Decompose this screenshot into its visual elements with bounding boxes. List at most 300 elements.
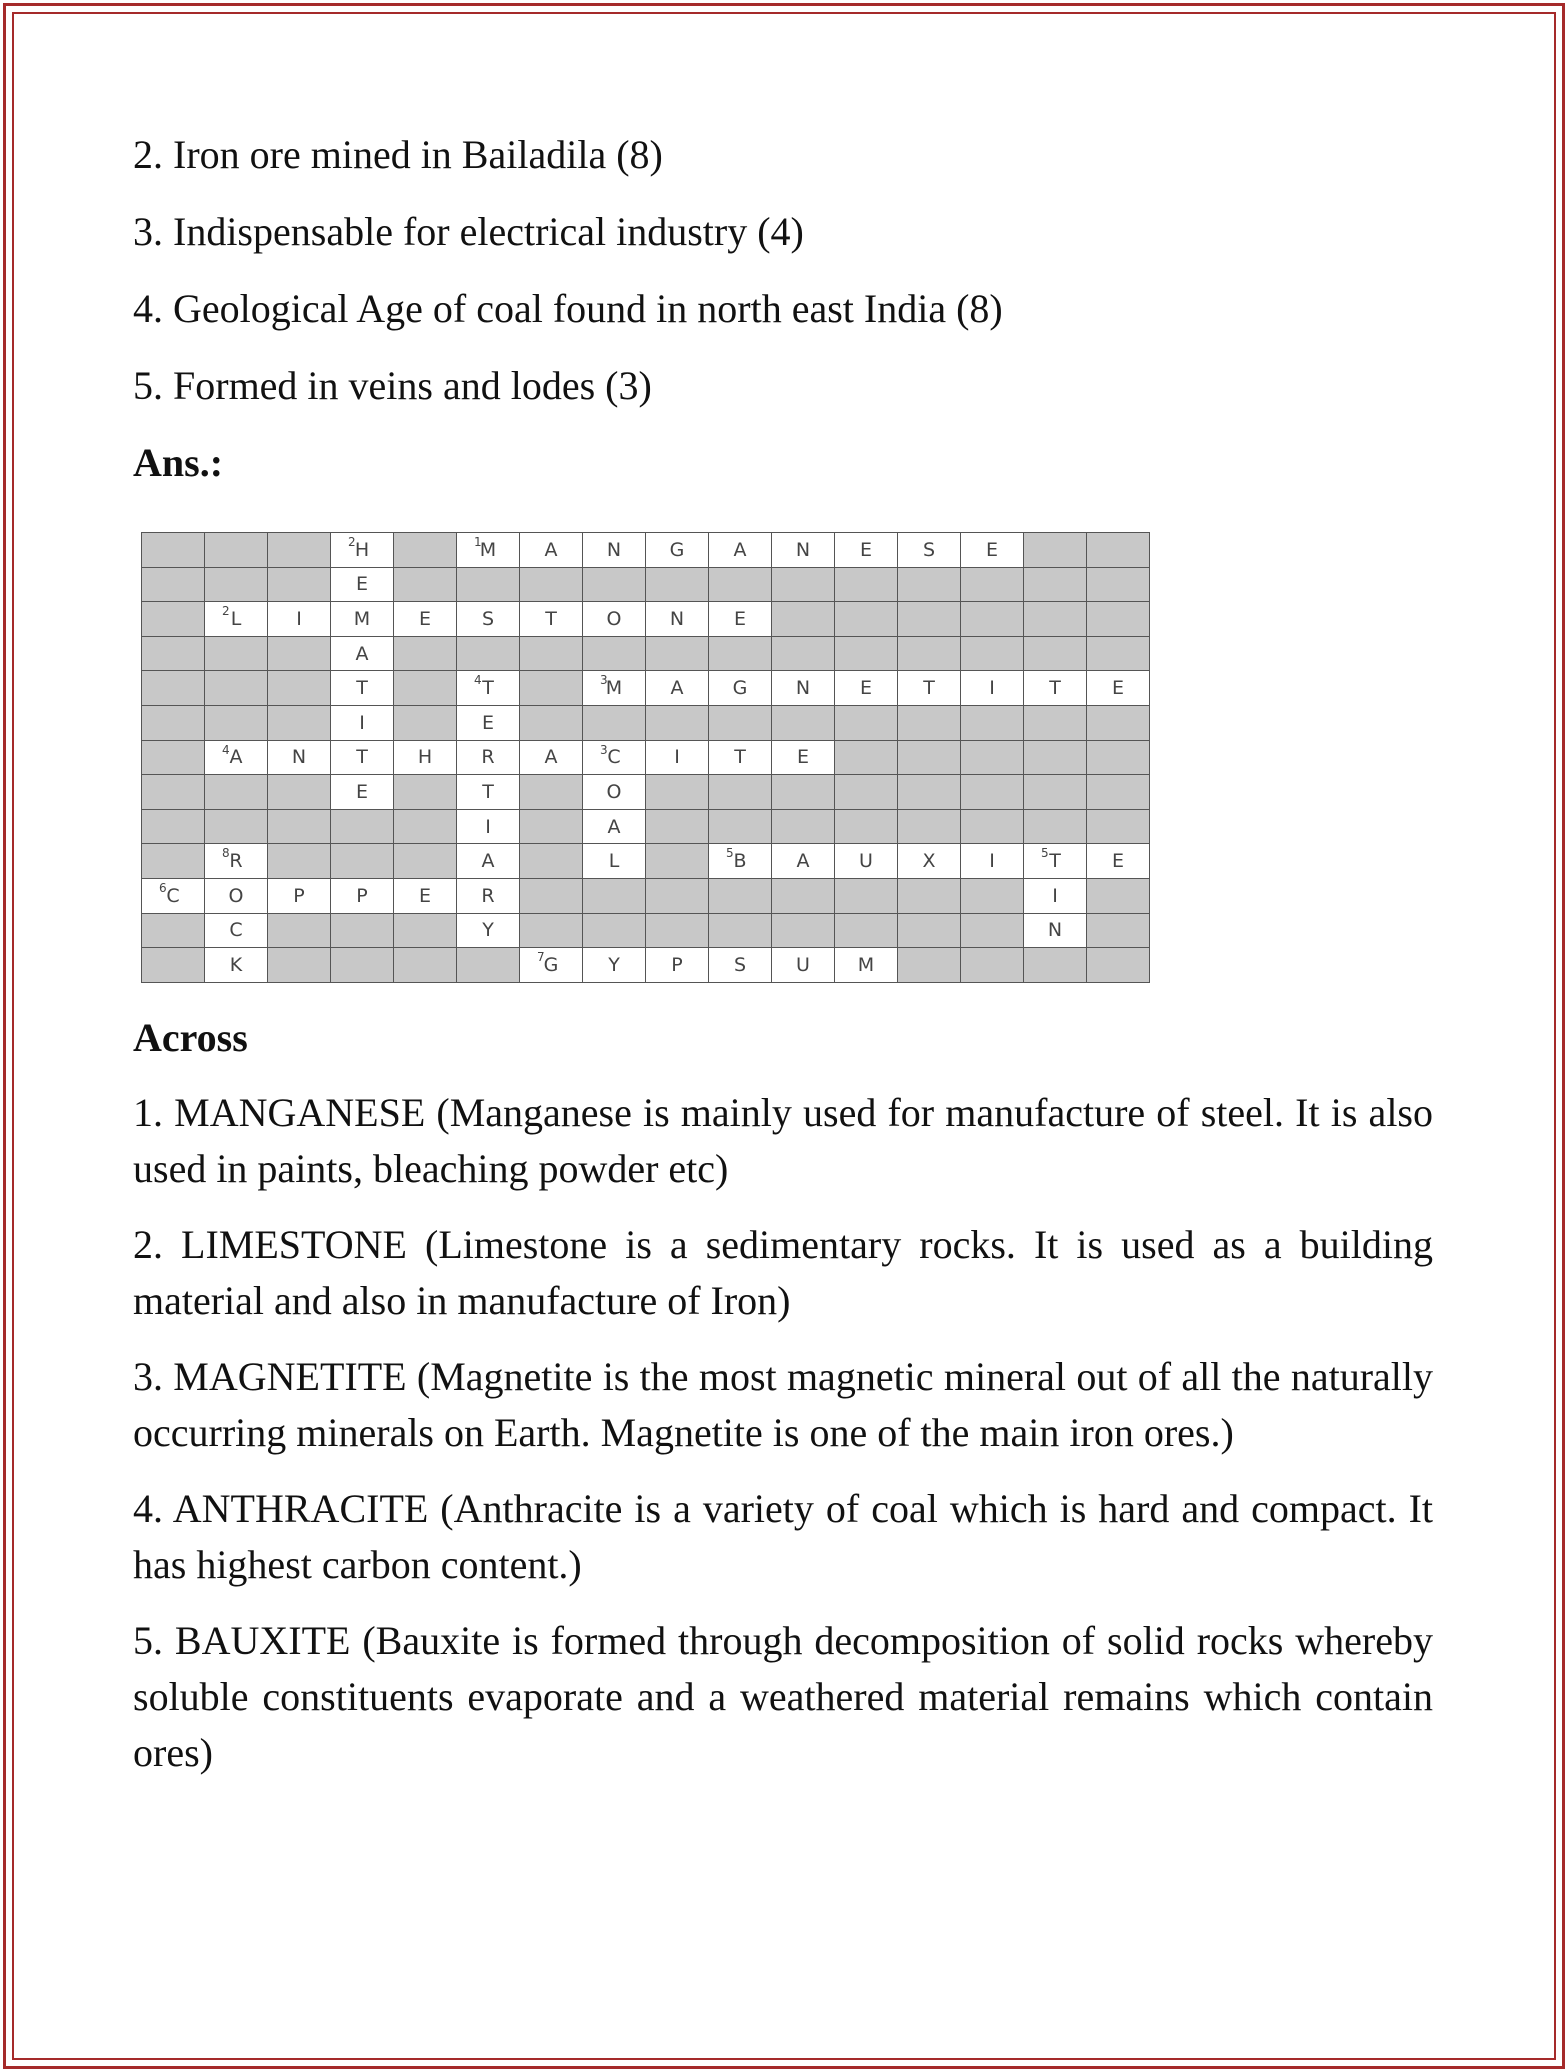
cell-letter: E	[859, 677, 872, 700]
grid-letter-cell	[142, 879, 204, 913]
clue-number: 5	[726, 846, 734, 861]
clue-item: 2. Iron ore mined in Bailadila (8)	[133, 132, 663, 177]
grid-blank-cell	[520, 879, 582, 913]
grid-blank-cell	[394, 706, 456, 740]
grid-letter-cell	[1024, 914, 1086, 948]
cell-letter: I	[989, 850, 995, 873]
grid-blank-cell	[142, 914, 204, 948]
grid-letter-cell	[646, 602, 708, 636]
grid-letter-cell	[583, 810, 645, 844]
grid-letter-cell	[457, 706, 519, 740]
cell-letter: N	[606, 538, 622, 561]
cell-letter: C	[607, 746, 621, 769]
grid-letter-cell	[268, 602, 330, 636]
grid-blank-cell	[520, 844, 582, 878]
grid-blank-cell	[709, 706, 771, 740]
grid-letter-cell	[583, 844, 645, 878]
grid-blank-cell	[268, 671, 330, 705]
cell-letter: R	[481, 884, 495, 907]
grid-blank-cell	[835, 914, 897, 948]
clue-number: 3	[600, 673, 608, 688]
grid-letter-cell	[331, 671, 393, 705]
grid-letter-cell	[205, 741, 267, 775]
grid-letter-cell	[709, 671, 771, 705]
grid-letter-cell	[205, 602, 267, 636]
cell-letter: Y	[608, 953, 620, 976]
grid-blank-cell	[394, 671, 456, 705]
cell-letter: E	[481, 711, 494, 734]
grid-blank-cell	[583, 568, 645, 602]
grid-blank-cell	[1024, 948, 1086, 982]
grid-letter-cell	[583, 602, 645, 636]
cell-letter: T	[734, 746, 746, 769]
grid-letter-cell	[835, 671, 897, 705]
grid-blank-cell	[709, 637, 771, 671]
grid-blank-cell	[205, 637, 267, 671]
grid-blank-cell	[898, 568, 960, 602]
grid-letter-cell	[268, 741, 330, 775]
grid-letter-cell	[331, 533, 393, 567]
cell-letter: A	[229, 746, 243, 769]
grid-blank-cell	[1024, 533, 1086, 567]
grid-blank-cell	[1024, 810, 1086, 844]
grid-blank-cell	[961, 741, 1023, 775]
cell-letter: P	[671, 953, 683, 976]
clue-number: 2	[348, 535, 356, 549]
grid-blank-cell	[646, 706, 708, 740]
grid-blank-cell	[1087, 602, 1149, 636]
grid-letter-cell	[583, 671, 645, 705]
grid-blank-cell	[898, 879, 960, 913]
grid-blank-cell	[394, 637, 456, 671]
grid-blank-cell	[1087, 706, 1149, 740]
grid-blank-cell	[268, 775, 330, 809]
cell-letter: H	[354, 538, 370, 561]
cell-letter: E	[796, 746, 809, 769]
cell-letter: P	[293, 884, 305, 907]
grid-blank-cell	[142, 844, 204, 878]
clue-list	[133, 130, 1433, 488]
grid-blank-cell	[898, 914, 960, 948]
grid-letter-cell	[268, 879, 330, 913]
grid-blank-cell	[835, 602, 897, 636]
grid-letter-cell	[457, 602, 519, 636]
cell-letter: A	[355, 642, 369, 665]
grid-letter-cell	[394, 602, 456, 636]
clue-number: 6	[159, 880, 167, 895]
cell-letter: E	[733, 607, 746, 630]
grid-blank-cell	[772, 879, 834, 913]
grid-blank-cell	[520, 706, 582, 740]
grid-blank-cell	[1087, 637, 1149, 671]
grid-blank-cell	[142, 637, 204, 671]
grid-letter-cell	[331, 602, 393, 636]
grid-blank-cell	[331, 810, 393, 844]
cell-letter: N	[795, 538, 811, 561]
grid-letter-cell	[709, 844, 771, 878]
grid-letter-cell	[394, 741, 456, 775]
grid-letter-cell	[961, 533, 1023, 567]
grid-blank-cell	[1087, 810, 1149, 844]
clue-number: 5	[1041, 846, 1049, 861]
clue-number: 3	[600, 742, 608, 757]
cell-letter: T	[482, 677, 494, 700]
cell-letter: A	[544, 746, 558, 769]
answer-entry: 4. ANTHRACITE (Anthracite is a variety of coal which is hard and compact. It has highest carbon content.)	[133, 1486, 1433, 1587]
cell-letter: N	[291, 746, 307, 769]
grid-blank-cell	[709, 568, 771, 602]
grid-letter-cell	[331, 879, 393, 913]
grid-blank-cell	[268, 810, 330, 844]
grid-letter-cell	[457, 741, 519, 775]
grid-blank-cell	[1024, 775, 1086, 809]
grid-blank-cell	[772, 810, 834, 844]
grid-blank-cell	[142, 948, 204, 982]
cell-letter: T	[545, 607, 557, 630]
grid-blank-cell	[457, 948, 519, 982]
grid-letter-cell	[583, 741, 645, 775]
cell-letter: T	[1049, 850, 1061, 873]
grid-blank-cell	[1024, 568, 1086, 602]
grid-blank-cell	[772, 602, 834, 636]
cell-letter: U	[859, 850, 873, 873]
grid-blank-cell	[709, 914, 771, 948]
grid-letter-cell	[1024, 671, 1086, 705]
grid-letter-cell	[646, 671, 708, 705]
grid-letter-cell	[709, 533, 771, 567]
cell-letter: R	[229, 850, 243, 873]
grid-blank-cell	[835, 879, 897, 913]
grid-blank-cell	[457, 637, 519, 671]
grid-letter-cell	[709, 602, 771, 636]
grid-blank-cell	[205, 671, 267, 705]
cell-letter: I	[674, 746, 680, 769]
grid-blank-cell	[142, 533, 204, 567]
grid-blank-cell	[772, 775, 834, 809]
cell-letter: E	[355, 780, 368, 803]
cell-letter: E	[418, 607, 431, 630]
grid-blank-cell	[898, 948, 960, 982]
grid-letter-cell	[205, 844, 267, 878]
grid-blank-cell	[268, 914, 330, 948]
grid-letter-cell	[898, 671, 960, 705]
grid-blank-cell	[142, 706, 204, 740]
grid-blank-cell	[1024, 706, 1086, 740]
grid-blank-cell	[583, 637, 645, 671]
cell-letter: A	[544, 538, 558, 561]
grid-letter-cell	[1024, 879, 1086, 913]
grid-blank-cell	[1087, 948, 1149, 982]
cell-letter: T	[1049, 677, 1061, 700]
grid-blank-cell	[331, 948, 393, 982]
clue-number: 4	[474, 673, 482, 688]
grid-letter-cell	[898, 533, 960, 567]
grid-blank-cell	[835, 706, 897, 740]
crossword-answer-grid	[141, 532, 1150, 983]
grid-blank-cell	[898, 741, 960, 775]
grid-blank-cell	[520, 637, 582, 671]
cell-letter: O	[606, 607, 622, 630]
grid-blank-cell	[961, 775, 1023, 809]
cell-letter: L	[608, 850, 620, 873]
grid-letter-cell	[205, 914, 267, 948]
cell-letter: O	[228, 884, 244, 907]
cell-letter: G	[732, 677, 748, 700]
grid-blank-cell	[898, 637, 960, 671]
grid-blank-cell	[1087, 775, 1149, 809]
grid-blank-cell	[772, 914, 834, 948]
cell-letter: U	[796, 953, 810, 976]
grid-blank-cell	[205, 706, 267, 740]
cell-letter: N	[795, 677, 811, 700]
grid-blank-cell	[142, 741, 204, 775]
clue-number: 4	[222, 742, 230, 757]
grid-letter-cell	[331, 775, 393, 809]
grid-blank-cell	[898, 775, 960, 809]
cell-letter: I	[989, 677, 995, 700]
grid-blank-cell	[142, 775, 204, 809]
grid-letter-cell	[1087, 844, 1149, 878]
grid-blank-cell	[1087, 568, 1149, 602]
grid-blank-cell	[961, 637, 1023, 671]
grid-letter-cell	[835, 844, 897, 878]
grid-blank-cell	[1087, 741, 1149, 775]
grid-blank-cell	[268, 948, 330, 982]
grid-letter-cell	[709, 741, 771, 775]
grid-blank-cell	[646, 844, 708, 878]
cell-letter: G	[543, 953, 559, 976]
cell-letter: T	[923, 677, 935, 700]
clue-item: 3. Indispensable for electrical industry (4)	[133, 209, 804, 254]
clue-item: 5. Formed in veins and lodes (3)	[133, 363, 652, 408]
grid-letter-cell	[646, 948, 708, 982]
cell-letter: E	[418, 884, 431, 907]
grid-blank-cell	[205, 775, 267, 809]
grid-letter-cell	[961, 844, 1023, 878]
cell-letter: I	[485, 815, 491, 838]
grid-blank-cell	[835, 775, 897, 809]
cell-letter: E	[1111, 850, 1124, 873]
cell-letter: M	[605, 677, 623, 700]
grid-letter-cell	[457, 844, 519, 878]
grid-blank-cell	[961, 568, 1023, 602]
grid-letter-cell	[961, 671, 1023, 705]
grid-blank-cell	[205, 568, 267, 602]
grid-letter-cell	[520, 741, 582, 775]
cell-letter: Y	[482, 919, 494, 942]
grid-blank-cell	[961, 810, 1023, 844]
cell-letter: C	[229, 919, 243, 942]
grid-letter-cell	[646, 533, 708, 567]
cell-letter: T	[482, 780, 494, 803]
across-heading: Across	[133, 1015, 248, 1060]
grid-blank-cell	[394, 810, 456, 844]
grid-letter-cell	[205, 879, 267, 913]
cell-letter: T	[356, 746, 368, 769]
grid-blank-cell	[835, 637, 897, 671]
cell-letter: E	[985, 538, 998, 561]
grid-letter-cell	[457, 775, 519, 809]
cell-letter: M	[353, 607, 371, 630]
answer-label: Ans.:	[133, 440, 224, 485]
grid-blank-cell	[205, 810, 267, 844]
cell-letter: G	[669, 538, 685, 561]
grid-blank-cell	[520, 914, 582, 948]
grid-blank-cell	[1024, 741, 1086, 775]
grid-letter-cell	[457, 914, 519, 948]
grid-blank-cell	[898, 706, 960, 740]
grid-blank-cell	[709, 775, 771, 809]
grid-blank-cell	[268, 533, 330, 567]
grid-blank-cell	[646, 568, 708, 602]
cell-letter: R	[481, 746, 495, 769]
grid-blank-cell	[646, 810, 708, 844]
clue-number: 1	[474, 535, 482, 549]
cell-letter: T	[356, 677, 368, 700]
cell-letter: A	[670, 677, 684, 700]
cell-letter: S	[481, 607, 495, 630]
grid-blank-cell	[835, 568, 897, 602]
grid-blank-cell	[772, 568, 834, 602]
grid-blank-cell	[520, 810, 582, 844]
grid-blank-cell	[772, 706, 834, 740]
grid-blank-cell	[394, 568, 456, 602]
grid-blank-cell	[394, 775, 456, 809]
grid-blank-cell	[205, 533, 267, 567]
grid-blank-cell	[520, 775, 582, 809]
grid-blank-cell	[772, 637, 834, 671]
grid-blank-cell	[709, 879, 771, 913]
cell-letter: A	[481, 850, 495, 873]
answer-entry: 2. LIMESTONE (Limestone is a sedimentary rocks. It is used as a building material and also in manufacture of Iron)	[133, 1222, 1433, 1323]
grid-blank-cell	[394, 844, 456, 878]
grid-blank-cell	[142, 810, 204, 844]
grid-blank-cell	[394, 533, 456, 567]
grid-letter-cell	[457, 671, 519, 705]
answer-entry: 3. MAGNETITE (Magnetite is the most magnetic mineral out of all the naturally occurring minerals on Earth. Magnetite is one of the main iron ores.)	[133, 1354, 1433, 1455]
grid-blank-cell	[268, 568, 330, 602]
grid-letter-cell	[772, 741, 834, 775]
grid-blank-cell	[646, 914, 708, 948]
grid-blank-cell	[457, 568, 519, 602]
grid-letter-cell	[1024, 844, 1086, 878]
grid-blank-cell	[268, 637, 330, 671]
cell-letter: A	[733, 538, 747, 561]
grid-letter-cell	[394, 879, 456, 913]
grid-letter-cell	[520, 602, 582, 636]
grid-blank-cell	[898, 602, 960, 636]
grid-blank-cell	[268, 706, 330, 740]
grid-letter-cell	[331, 741, 393, 775]
answer-entry: 1. MANGANESE (Manganese is mainly used for manufacture of steel. It is also used in paints, bleaching powder etc)	[133, 1090, 1433, 1191]
grid-blank-cell	[520, 568, 582, 602]
grid-letter-cell	[331, 568, 393, 602]
cell-letter: C	[166, 884, 180, 907]
grid-letter-cell	[1087, 671, 1149, 705]
cell-letter: H	[417, 746, 433, 769]
grid-letter-cell	[835, 948, 897, 982]
grid-blank-cell	[1087, 533, 1149, 567]
cell-letter: N	[1047, 919, 1063, 942]
grid-letter-cell	[646, 741, 708, 775]
cell-letter: S	[922, 538, 936, 561]
clue-number: 8	[222, 846, 230, 861]
grid-blank-cell	[1024, 602, 1086, 636]
answer-explanations	[133, 1085, 1433, 1801]
cell-letter: B	[733, 850, 747, 873]
grid-blank-cell	[583, 879, 645, 913]
grid-blank-cell	[646, 879, 708, 913]
grid-blank-cell	[646, 637, 708, 671]
cell-letter: M	[857, 953, 875, 976]
grid-letter-cell	[457, 879, 519, 913]
grid-blank-cell	[394, 948, 456, 982]
grid-blank-cell	[646, 775, 708, 809]
grid-letter-cell	[772, 844, 834, 878]
grid-blank-cell	[1024, 637, 1086, 671]
grid-blank-cell	[142, 602, 204, 636]
grid-blank-cell	[142, 671, 204, 705]
clue-number: 2	[222, 604, 230, 619]
grid-letter-cell	[205, 948, 267, 982]
clue-number: 7	[537, 950, 545, 965]
grid-blank-cell	[961, 602, 1023, 636]
grid-letter-cell	[583, 533, 645, 567]
grid-blank-cell	[268, 844, 330, 878]
grid-letter-cell	[520, 948, 582, 982]
grid-blank-cell	[898, 810, 960, 844]
cell-letter: O	[606, 780, 622, 803]
grid-letter-cell	[835, 533, 897, 567]
cell-letter: K	[229, 953, 243, 976]
cell-letter: M	[479, 538, 497, 561]
grid-letter-cell	[520, 533, 582, 567]
grid-blank-cell	[709, 810, 771, 844]
grid-blank-cell	[835, 741, 897, 775]
cell-letter: A	[796, 850, 810, 873]
grid-blank-cell	[961, 948, 1023, 982]
grid-letter-cell	[457, 533, 519, 567]
answer-entry: 5. BAUXITE (Bauxite is formed through decomposition of solid rocks whereby soluble constituents evaporate and a weathered material remains which contain ores)	[133, 1618, 1433, 1775]
cell-letter: I	[1052, 884, 1058, 907]
grid-letter-cell	[583, 948, 645, 982]
grid-letter-cell	[457, 810, 519, 844]
grid-letter-cell	[772, 533, 834, 567]
grid-blank-cell	[583, 706, 645, 740]
grid-letter-cell	[583, 775, 645, 809]
grid-letter-cell	[898, 844, 960, 878]
cell-letter: A	[607, 815, 621, 838]
cell-letter: E	[859, 538, 872, 561]
grid-letter-cell	[331, 637, 393, 671]
grid-letter-cell	[709, 948, 771, 982]
grid-blank-cell	[331, 914, 393, 948]
grid-blank-cell	[1087, 879, 1149, 913]
grid-blank-cell	[835, 810, 897, 844]
cell-letter: I	[359, 711, 365, 734]
cell-letter: E	[355, 573, 368, 596]
grid-blank-cell	[961, 914, 1023, 948]
grid-blank-cell	[961, 706, 1023, 740]
grid-blank-cell	[520, 671, 582, 705]
cell-letter: N	[669, 607, 685, 630]
grid-letter-cell	[772, 948, 834, 982]
grid-letter-cell	[772, 671, 834, 705]
clue-item: 4. Geological Age of coal found in north east India (8)	[133, 286, 1003, 331]
cell-letter: X	[922, 850, 936, 873]
grid-blank-cell	[142, 568, 204, 602]
grid-blank-cell	[961, 879, 1023, 913]
